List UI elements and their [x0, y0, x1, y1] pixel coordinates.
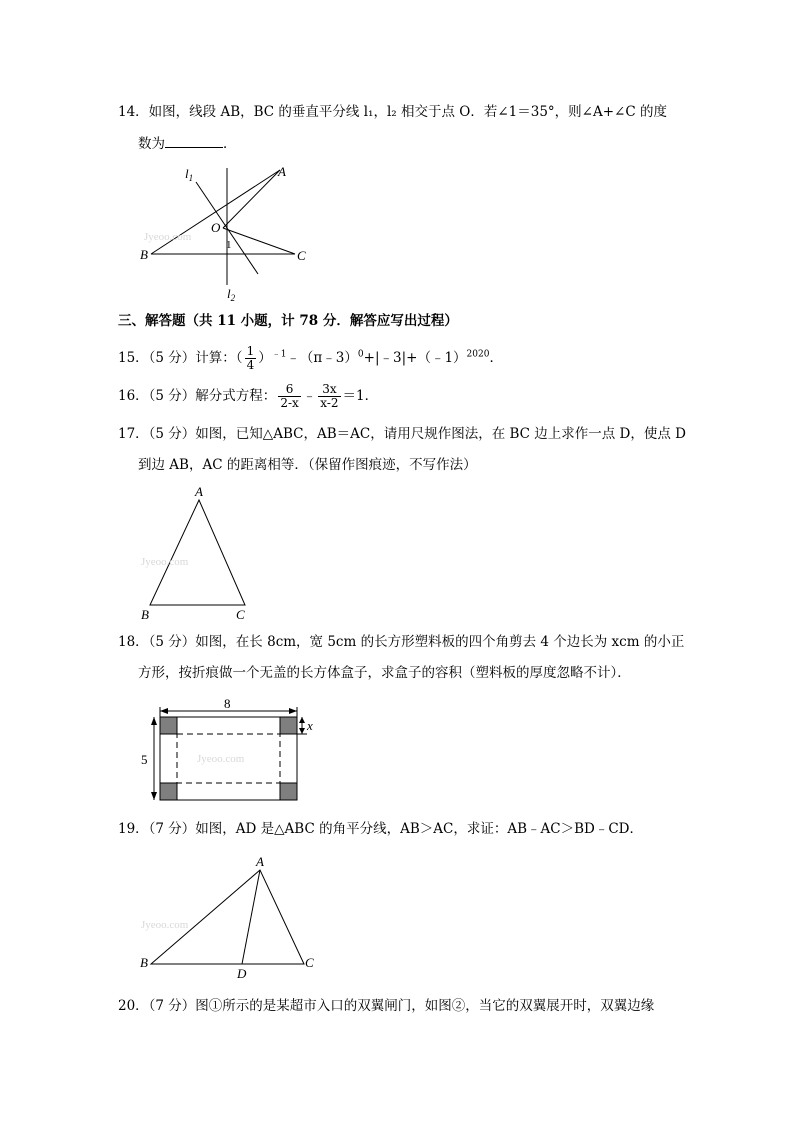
q14-suffix: ． [223, 136, 237, 152]
q18-line2: 方形，按折痕做一个无盖的长方体盒子，求盒子的容积（塑料板的厚度忽略不计）． [138, 665, 631, 681]
q18-line1: 18．（5 分）如图，在长 8cm，宽 5cm 的长方形塑料板的四个角剪去 4 个边长为 xcm 的小正 [118, 634, 685, 650]
q17-line2: 到边 AB，AC 的距离相等．（保留作图痕迹，不写作法） [138, 457, 477, 473]
q15-fraction: $\frac{1}{4}$ [246, 344, 255, 372]
corner-square-br [280, 783, 297, 800]
corner-square-tl [160, 717, 177, 734]
section-heading: 三、解答题（共 11 小题，计 78 分．解答应写出过程） [118, 313, 458, 329]
watermark: Jyeoo.com [141, 556, 189, 568]
line-oa [223, 170, 280, 228]
label-x: x [307, 718, 313, 733]
label-a: A [195, 484, 203, 499]
q16-prefix: 16．（5 分）解分式方程： [118, 388, 277, 404]
q16-fraction-2: $\frac{3x}{x-2}$ [320, 382, 339, 410]
q16-line: 16．（5 分）解分式方程： $\frac{6}{2-x}$ ﹣ $\frac{3x}{x-2}$ ＝1． [118, 382, 379, 410]
q14-prefix: 数为 [138, 136, 165, 152]
label-length: 8 [224, 696, 231, 711]
label-c: C [236, 607, 245, 622]
q19-figure [135, 850, 325, 985]
label-a: A [278, 164, 286, 179]
label-b: B [140, 955, 148, 970]
label-b: B [141, 607, 149, 622]
label-o: O [211, 220, 221, 235]
q17-figure [135, 483, 255, 625]
q16-fraction-1: $\frac{6}{2-x}$ [280, 382, 299, 410]
label-a: A [256, 854, 264, 869]
q15-prefix: 15．（5 分）计算：（ [118, 350, 243, 366]
q17-line1: 17．（5 分）如图，已知△ABC，AB＝AC，请用尺规作图法，在 BC 边上求作一点 D，使点 D [118, 426, 687, 442]
watermark: Jyeoo.com [197, 753, 245, 765]
corner-square-tr [280, 717, 297, 734]
triangle-abc [150, 500, 245, 605]
watermark: Jyeoo.com [141, 919, 189, 931]
q14-line1: 14．如图，线段 AB，BC 的垂直平分线 l₁，l₂ 相交于点 O．若∠1＝35°，则∠A+∠C 的度 [118, 104, 667, 120]
watermark: Jyeoo.com [144, 231, 192, 243]
label-l1: $l_1$ [185, 166, 194, 183]
line-oc [223, 228, 295, 254]
label-l2: $l_2$ [227, 286, 236, 303]
label-c: C [297, 248, 306, 263]
triangle-abc [151, 870, 304, 964]
q19-line1: 19．（7 分）如图，AD 是△ABC 的角平分线，AB＞AC，求证：AB﹣AC＞BD﹣CD． [118, 821, 643, 837]
label-width: 5 [141, 752, 148, 767]
q14-figure [130, 160, 330, 305]
q20-line1: 20．（7 分）图①所示的是某超市入口的双翼闸门，如图②，当它的双翼展开时，双翼边缘 [118, 998, 655, 1014]
answer-blank [165, 135, 223, 148]
bisector-ad [242, 870, 260, 964]
label-c: C [305, 955, 314, 970]
q15-line: 15．（5 分）计算：（ $\frac{1}{4}$ ）$^{﹣1}$﹣（π﹣3）$^0$+|﹣3|+（﹣1）$^{2020}$． [118, 344, 503, 372]
q18-figure [135, 696, 325, 806]
label-b: B [140, 247, 148, 262]
corner-square-bl [160, 783, 177, 800]
q14-line2 [138, 135, 237, 153]
label-d: D [237, 966, 247, 981]
label-angle-1: 1 [226, 239, 232, 251]
